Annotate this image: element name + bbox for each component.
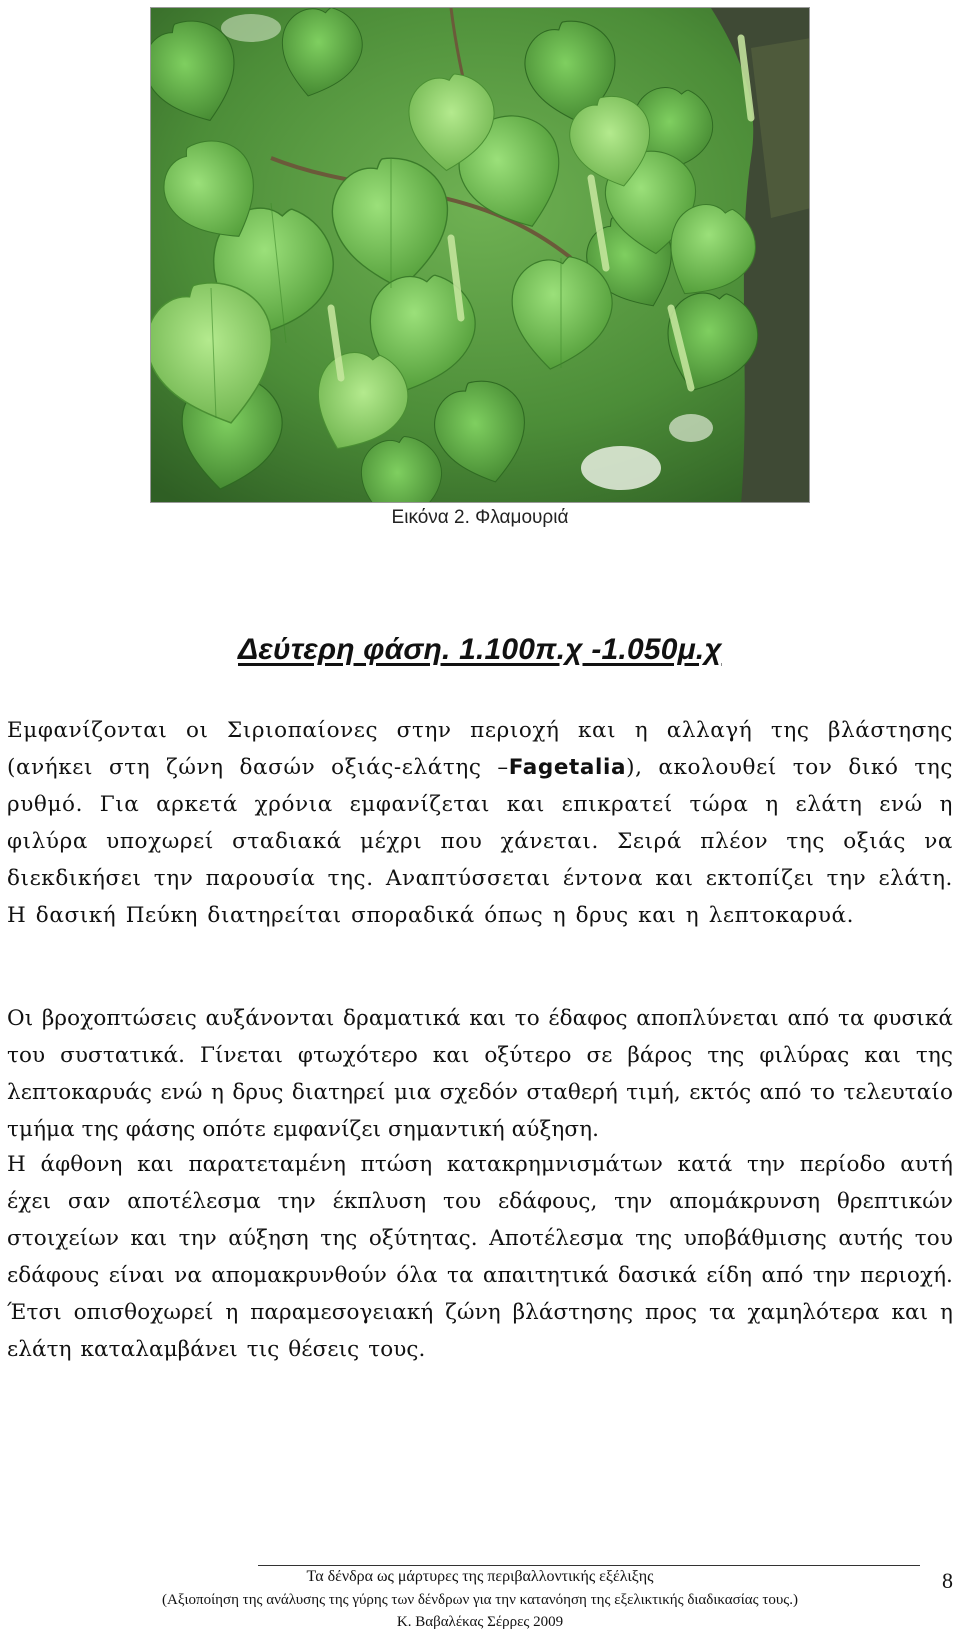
footer-subtitle: (Αξιοποίηση της ανάλυσης της γύρης των δένδρων για την κατανόηση της εξελικτικής διαδικασίας τους.)	[162, 1592, 798, 1608]
footer-author: Κ. Βαβαλέκας Σέρρες 2009	[396, 1614, 564, 1630]
footer-title: Τα δένδρα ως μάρτυρες της περιβαλλοντικής εξέλιξης	[306, 1568, 654, 1585]
linden-leaves-photo	[150, 7, 810, 503]
figure-caption: Εικόνα 2. Φλαμουριά	[391, 507, 569, 528]
paragraph-3: Η άφθονη και παρατεταμένη πτώση κατακρημνισμάτων κατά την περίοδο αυτή έχει σαν αποτέλεσμα την έκπλυση του εδάφους, την απομάκρυνση θρεπτικών στοιχείων και την αύξηση της οξύτητας. Αποτέλεσμα της υποβάθμισης αυτής του εδάφους είναι να απομακρυνθούν όλα τα απαιτητικά δασικά είδη από την περιοχή. Έτσι οπισθοχωρεί η παραμεσογειακή ζώνη βλάστησης προς τα χαμηλότερα και η ελάτη καταλαμβάνει τις θέσεις τους.	[7, 1152, 953, 1362]
paragraph-1	[7, 712, 953, 934]
footer-divider	[258, 1565, 920, 1566]
paragraph-1-bold-term: Fagetalia	[508, 755, 627, 780]
page-number: 8	[942, 1568, 953, 1593]
paragraph-1-text-before: Εμφανίζονται οι Σιριοπαίονες στην περιοχή και η αλλαγή της βλάστησης (ανήκει στη ζώνη δασών οξιάς-ελάτης –	[7, 718, 953, 780]
paragraph-1-text-after: ), ακολουθεί τον δικό της ρυθμό. Για αρκετά χρόνια εμφανίζεται και επικρατεί τώρα η ελάτη ενώ η φιλύρα υποχωρεί σταδιακά μέχρι που χάνεται. Σειρά πλέον της οξιάς να διεκδικήσει την παρουσία της. Αναπτύσσεται έντονα και εκτοπίζει την ελάτη. Η δασική Πεύκη διατηρείται σποραδικά όπως η δρυς και η λεπτοκαρυά.	[7, 755, 953, 928]
paragraph-2: Οι βροχοπτώσεις αυξάνονται δραματικά και το έδαφος αποπλύνεται από τα φυσικά του συστατικά. Γίνεται φτωχότερο και οξύτερο σε βάρος της φιλύρας και της λεπτοκαρυάς ενώ η δρυς διατηρεί μια σχεδόν σταθερή τιμή, εκτός από το τελευταίο τμήμα της φάσης οπότε εμφανίζει σημαντική αύξηση.	[7, 1006, 953, 1142]
section-heading: Δεύτερη φάση. 1.100π.χ -1.050μ.χ	[238, 633, 722, 666]
